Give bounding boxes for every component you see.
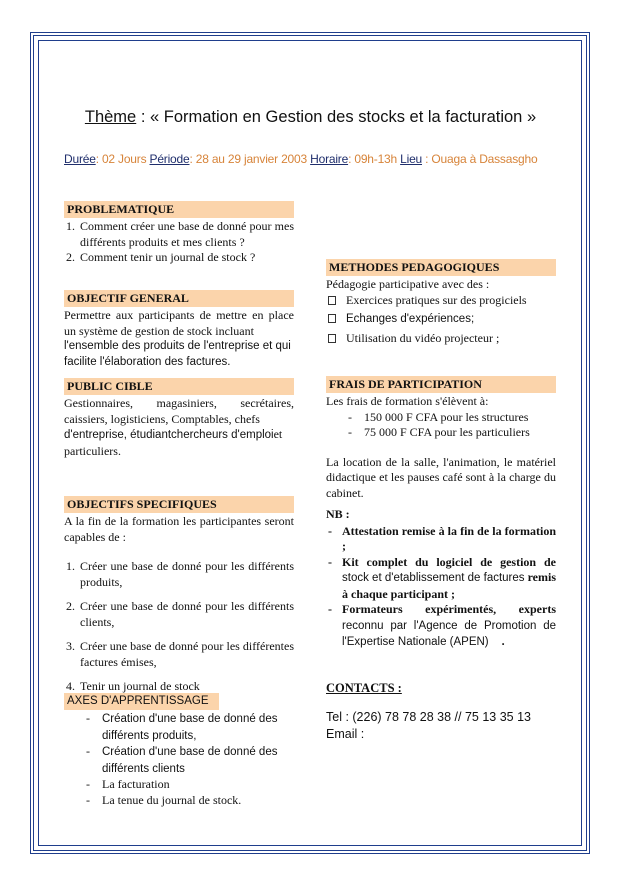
item-text: Exercices pratiques sur des progiciels bbox=[346, 292, 527, 307]
objectifs-specifiques-list bbox=[64, 559, 294, 695]
frais-intro: Les frais de formation s'élèvent à: bbox=[326, 394, 489, 408]
list-item bbox=[326, 410, 556, 426]
public-cible-text-1: Gestionnaires, magasiniers, secrétaires, caissiers, logisticiens, Comptables, chefs bbox=[64, 396, 294, 426]
item-number: 1. bbox=[66, 219, 75, 233]
frais-heading: FRAIS DE PARTICIPATION bbox=[326, 376, 556, 393]
contact-phone: Tel : (226) 78 78 28 38 // 75 13 35 13 bbox=[326, 709, 532, 724]
lieu-value: : Ouaga à Dassasgho bbox=[422, 152, 538, 166]
item-text: Echanges d'expériences; bbox=[346, 313, 475, 325]
checkbox-bullet-icon bbox=[328, 314, 336, 323]
frais-list bbox=[326, 410, 556, 441]
axes-heading: AXES D'APPRENTISSAGE bbox=[64, 693, 219, 710]
item-text: stock et d'etablissement de factures bbox=[342, 572, 525, 584]
public-cible-text-3: chercheurs d'emploi bbox=[171, 429, 274, 441]
list-item bbox=[64, 639, 294, 670]
item-tail: . bbox=[501, 634, 505, 648]
list-item bbox=[326, 555, 556, 603]
list-item bbox=[326, 425, 556, 441]
public-cible-text-4: et particuliers. bbox=[64, 427, 283, 458]
item-text: Créer une base de donné pour les différents produits, bbox=[80, 559, 294, 589]
item-dash: - bbox=[328, 523, 332, 538]
item-text: Utilisation du vidéo projecteur ; bbox=[346, 330, 500, 345]
horaire-label: Horaire bbox=[310, 152, 349, 166]
item-text: La tenue du journal de stock. bbox=[102, 792, 242, 807]
item-dash: - bbox=[348, 409, 352, 424]
item-dash: - bbox=[328, 554, 332, 569]
lieu-label: Lieu bbox=[400, 152, 423, 166]
list-item bbox=[64, 250, 294, 266]
item-bold-text-2: remis à chaque participant ; bbox=[342, 570, 556, 601]
title-colon: : bbox=[136, 108, 150, 126]
contact-email: Email : bbox=[326, 726, 365, 741]
list-item bbox=[64, 599, 294, 630]
objectifs-specifiques-heading: OBJECTIFS SPECIFIQUES bbox=[64, 496, 294, 513]
item-text: Comment créer une base de donné pour mes différents produits et mes clients ? bbox=[80, 219, 294, 249]
item-dash: - bbox=[86, 777, 90, 791]
problematique-list bbox=[64, 219, 294, 266]
objectif-general-text-2: l'ensemble des produits de l'entreprise et qui facilite l'élaboration des factures. bbox=[64, 340, 291, 368]
duree-label: Durée bbox=[64, 152, 96, 166]
public-cible-text-2: d'entreprise, étudiant bbox=[64, 429, 172, 441]
list-item bbox=[326, 602, 556, 651]
item-bold-text: Attestation remise à la fin de la formation ; bbox=[342, 523, 556, 553]
list-item bbox=[64, 777, 294, 793]
item-text: La facturation bbox=[102, 777, 170, 791]
list-item bbox=[326, 524, 556, 555]
item-dash: - bbox=[86, 792, 90, 807]
list-item bbox=[64, 793, 294, 809]
checkbox-bullet-icon bbox=[328, 296, 336, 305]
list-item bbox=[326, 293, 556, 309]
objectif-general-text-1: Permettre aux participants de mettre en place un système de gestion de stock incluant bbox=[64, 308, 294, 338]
item-text: 150 000 F CFA pour les structures bbox=[364, 409, 529, 424]
list-item bbox=[326, 331, 556, 347]
methodes-list bbox=[326, 293, 556, 347]
title-label: Thème bbox=[84, 108, 137, 126]
periode-value: : 28 au 29 janvier 2003 bbox=[189, 152, 311, 166]
list-item bbox=[326, 311, 556, 328]
item-dash: - bbox=[328, 602, 332, 616]
title-close-quote: » bbox=[522, 108, 537, 126]
title-text: Formation en Gestion des stocks et la facturation bbox=[163, 108, 523, 126]
objectif-general-heading: OBJECTIF GENERAL bbox=[64, 290, 294, 307]
periode-label: Période bbox=[149, 152, 190, 166]
section-methodes bbox=[326, 259, 556, 349]
item-text: 75 000 F CFA pour les particuliers bbox=[364, 425, 530, 439]
item-bold-text: Kit complet du logiciel de gestion de bbox=[342, 554, 556, 569]
list-item bbox=[64, 711, 294, 744]
section-contacts bbox=[326, 681, 556, 743]
title-open-quote: « bbox=[150, 108, 164, 126]
item-number: 1. bbox=[66, 559, 75, 573]
list-item bbox=[64, 219, 294, 250]
item-number: 3. bbox=[66, 639, 75, 653]
item-text: Création d'une base de donné des différents clients bbox=[102, 746, 278, 775]
problematique-heading: PROBLEMATIQUE bbox=[64, 201, 294, 218]
objectifs-specifiques-intro: A la fin de la formation les participantes seront capables de : bbox=[64, 514, 294, 544]
item-dash: - bbox=[348, 425, 352, 439]
horaire-value: : 09h-13h bbox=[348, 152, 401, 166]
item-dash: - bbox=[86, 744, 90, 758]
item-number: 4. bbox=[66, 679, 75, 693]
event-meta-line bbox=[64, 152, 584, 166]
item-text: Créer une base de donné pour les différentes factures émises, bbox=[80, 639, 294, 669]
duree-value: : 02 Jours bbox=[95, 152, 150, 166]
item-text: Création d'une base de donné des différents produits, bbox=[102, 713, 278, 742]
item-dash: - bbox=[86, 711, 90, 725]
item-number: 2. bbox=[66, 599, 75, 613]
item-number: 2. bbox=[66, 250, 75, 264]
item-text: reconnu par l'Agence de Promotion de l'Expertise Nationale (APEN) bbox=[342, 619, 556, 648]
list-item bbox=[64, 559, 294, 590]
list-item bbox=[64, 744, 294, 777]
axes-list bbox=[64, 711, 294, 808]
document-title bbox=[0, 108, 621, 127]
nb-heading: NB : bbox=[326, 507, 350, 521]
methodes-intro: Pédagogie participative avec des : bbox=[326, 277, 490, 291]
item-text: Tenir un journal de stock bbox=[80, 679, 200, 693]
methodes-heading: METHODES PEDAGOGIQUES bbox=[326, 259, 556, 276]
section-frais bbox=[326, 376, 556, 501]
section-axes bbox=[64, 693, 294, 808]
section-public-cible bbox=[64, 378, 294, 459]
item-text: Comment tenir un journal de stock ? bbox=[80, 250, 256, 264]
public-cible-heading: PUBLIC CIBLE bbox=[64, 378, 294, 395]
item-text: Créer une base de donné pour les différents clients, bbox=[80, 599, 294, 629]
checkbox-bullet-icon bbox=[328, 334, 336, 343]
section-nb bbox=[326, 507, 556, 651]
nb-list bbox=[326, 524, 556, 651]
frais-note: La location de la salle, l'animation, le matériel didactique et les pauses café sont à la charge du cabinet. bbox=[326, 454, 556, 500]
contacts-heading: CONTACTS : bbox=[326, 681, 402, 695]
section-objectif-general bbox=[64, 290, 294, 370]
section-problematique bbox=[64, 201, 294, 266]
item-bold-text: Formateurs expérimentés, experts bbox=[342, 602, 556, 616]
section-objectifs-specifiques bbox=[64, 496, 294, 695]
